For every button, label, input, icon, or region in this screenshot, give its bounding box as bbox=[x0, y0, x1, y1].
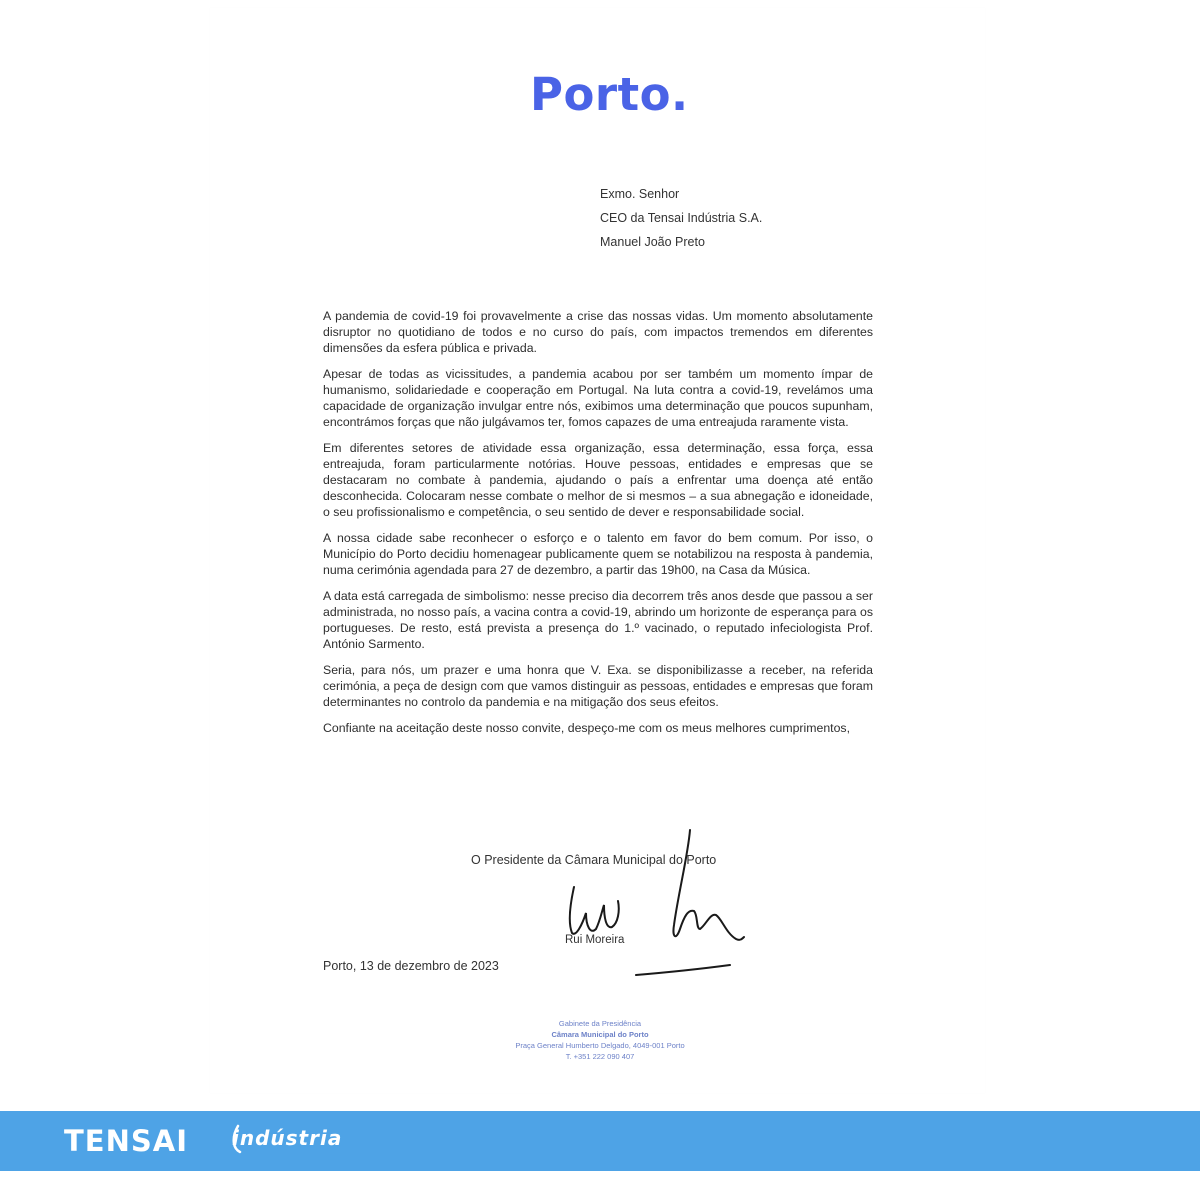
body-paragraph: A data está carregada de simbolismo: nesse preciso dia decorrem três anos desde que passou a ser administrada, no nosso país, a vacina contra a covid-19, abrindo um horizonte de esperança para os portugueses. De resto, está prevista a presença do 1.º vacinado, o reputado infeciologista Prof. António Sarmento. bbox=[323, 589, 873, 651]
letter-body bbox=[323, 308, 873, 746]
footer-office: Gabinete da Presidência bbox=[558, 1019, 642, 1028]
tensai-subbrand-text: indústria bbox=[232, 1126, 343, 1150]
handwritten-signature bbox=[560, 825, 760, 985]
body-paragraph: Em diferentes setores de atividade essa organização, essa determinação, essa força, essa entreajuda, foram particularmente notórias. Houve pessoas, entidades e empresas que se destacaram no combate à pandemia, ajudando o país a enfrentar uma doença até então desconhecida. Colocaram nesse combate o melhor de si mesmos – a sua abnegação e idoneidade, o seu profissionalismo e competência, o seu sentido de dever e responsabilidade social. bbox=[323, 441, 873, 519]
recipient-position: CEO da Tensai Indústria S.A. bbox=[600, 211, 763, 225]
body-paragraph: A nossa cidade sabe reconhecer o esforço e o talento em favor do bem comum. Por isso, o Município do Porto decidiu homenagear publicamente quem se notabilizou na resposta à pandemia, numa cerimónia agendada para 27 de dezembro, a partir das 19h00, na Casa da Música. bbox=[323, 531, 873, 577]
closing-paragraph: Confiante na aceitação deste nosso convite, despeço-me com os meus melhores cumprimentos, bbox=[323, 721, 850, 735]
body-paragraph: Apesar de todas as vicissitudes, a pandemia acabou por ser também um momento ímpar de humanismo, solidariedade e cooperação em Portugal. Na luta contra a covid-19, revelámos uma capacidade de organização invulgar entre nós, exibimos uma determinação que poucos supunham, encontrámos forças que não julgávamos ter, fomos capazes de uma entreajuda raramente vista. bbox=[323, 367, 873, 429]
recipient-salutation: Exmo. Senhor bbox=[600, 187, 680, 201]
date-line: Porto, 13 de dezembro de 2023 bbox=[323, 959, 499, 973]
body-paragraph: A pandemia de covid-19 foi provavelmente a crise das nossas vidas. Um momento absolutamente disruptor no quotidiano de todos e no curso do país, com impactos tremendos em diferentes dimensões da esfera pública e privada. bbox=[323, 309, 873, 355]
porto-logo: Porto. bbox=[530, 68, 689, 121]
banner-bottom-strip bbox=[0, 1171, 1200, 1200]
footer-institution: Câmara Municipal do Porto bbox=[551, 1030, 649, 1039]
recipient-name: Manuel João Preto bbox=[600, 235, 705, 249]
signer-title: O Presidente da Câmara Municipal do Porto bbox=[471, 853, 717, 867]
recipient-block bbox=[600, 182, 762, 254]
footer-address bbox=[500, 1018, 700, 1062]
footer-phone: T. +351 222 090 407 bbox=[565, 1052, 635, 1061]
tensai-logo-text: TENSAI bbox=[64, 1124, 188, 1158]
footer-street: Praça General Humberto Delgado, 4049-001 Porto bbox=[515, 1041, 685, 1050]
signer-name: Rui Moreira bbox=[565, 934, 625, 946]
body-paragraph: Seria, para nós, um prazer e uma honra que V. Exa. se disponibilizasse a receber, na referida cerimónia, a peça de design com que vamos distinguir as pessoas, entidades e empresas que foram determinantes no controlo da pandemia e na mitigação dos seus efeitos. bbox=[323, 663, 873, 709]
